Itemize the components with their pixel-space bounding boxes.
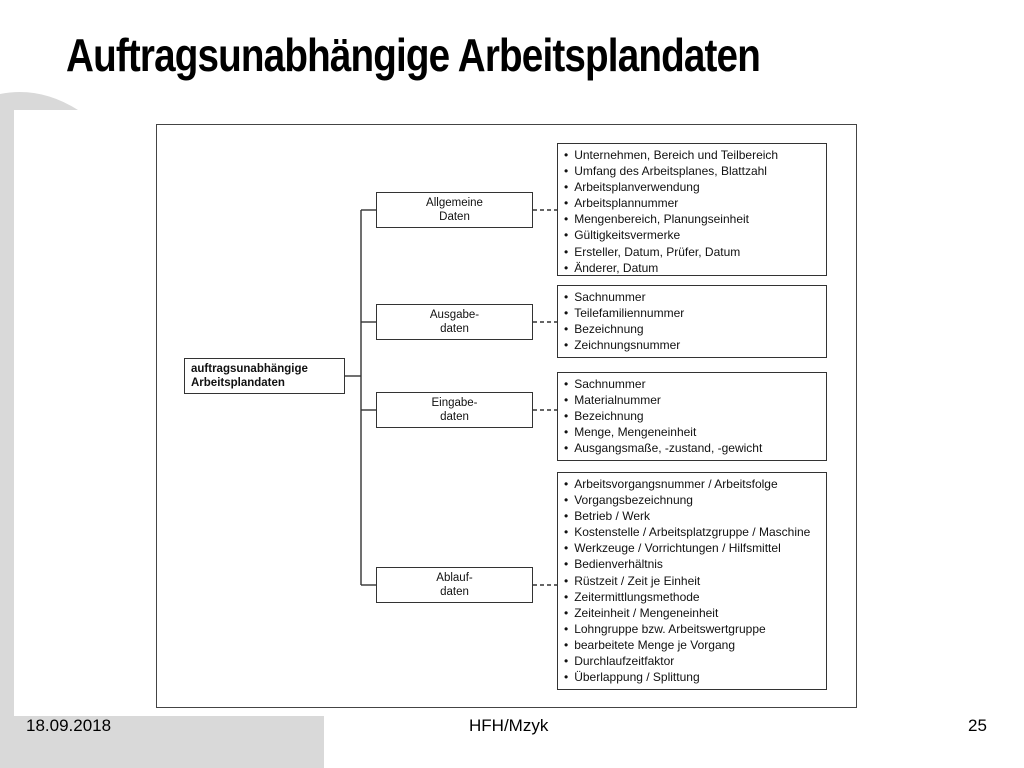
list-item: • Bezeichnung [564,321,826,337]
bullet-list [564,289,826,353]
list-item: • Durchlaufzeitfaktor [564,653,826,669]
list-item: • Arbeitsplannummer [564,195,826,211]
list-item: • Ersteller, Datum, Prüfer, Datum [564,244,826,260]
category-label-line2: daten [440,323,469,335]
slide-decoration-left-bar [0,108,14,768]
list-item: • Materialnummer [564,392,826,408]
slide-title: Auftragsunabhängige Arbeitsplandaten [66,29,760,81]
item-list-ausgabedaten [557,285,827,358]
list-item: • Umfang des Arbeitsplanes, Blattzahl [564,163,826,179]
list-item: • Zeichnungsnummer [564,337,826,353]
list-item: • Änderer, Datum [564,260,826,276]
category-label-line1: Ablauf- [436,572,473,584]
list-item: • Zeiteinheit / Mengeneinheit [564,605,826,621]
bullet-list [564,147,826,276]
category-node-ablaufdaten [376,567,533,603]
category-label-line1: Allgemeine [426,197,483,209]
footer-date: 18.09.2018 [26,716,112,735]
item-list-allgemeine [557,143,827,276]
list-item: • Rüstzeit / Zeit je Einheit [564,573,826,589]
list-item: • Arbeitsvorgangsnummer / Arbeitsfolge [564,476,826,492]
bullet-list [564,376,826,456]
list-item: • Mengenbereich, Planungseinheit [564,211,826,227]
category-node-ausgabedaten [376,304,533,340]
item-list-eingabedaten [557,372,827,461]
category-label-line2: daten [440,411,469,423]
category-node-eingabedaten [376,392,533,428]
root-node-line2: Arbeitsplandaten [191,377,285,389]
list-item: • Kostenstelle / Arbeitsplatzgruppe / Maschine [564,524,826,540]
bullet-list [564,476,826,685]
root-node-line1: auftragsunabhängige [191,363,308,375]
list-item: • Teilefamiliennummer [564,305,826,321]
root-node [184,358,345,394]
list-item: • Gültigkeitsvermerke [564,227,826,243]
category-label-line1: Eingabe- [431,397,478,409]
list-item: • Überlappung / Splittung [564,669,826,685]
category-node-allgemeine [376,192,533,228]
list-item: • Zeitermittlungsmethode [564,589,826,605]
list-item: • Menge, Mengeneinheit [564,424,826,440]
list-item: • Arbeitsplanverwendung [564,179,826,195]
list-item: • Werkzeuge / Vorrichtungen / Hilfsmittel [564,540,826,556]
item-list-ablaufdaten [557,472,827,690]
list-item: • Sachnummer [564,376,826,392]
list-item: • Ausgangsmaße, -zustand, -gewicht [564,440,826,456]
footer-page-number: 25 [968,716,987,735]
category-label-line1: Ausgabe- [429,309,480,321]
category-label-line2: Daten [439,211,470,223]
list-item: • Bedienverhältnis [564,556,826,572]
list-item: • bearbeitete Menge je Vorgang [564,637,826,653]
footer-author: HFH/Mzyk [469,716,549,735]
list-item: • Vorgangsbezeichnung [564,492,826,508]
category-label-line2: daten [440,586,469,598]
list-item: • Sachnummer [564,289,826,305]
list-item: • Unternehmen, Bereich und Teilbereich [564,147,826,163]
list-item: • Betrieb / Werk [564,508,826,524]
list-item: • Bezeichnung [564,408,826,424]
list-item: • Lohngruppe bzw. Arbeitswertgruppe [564,621,826,637]
